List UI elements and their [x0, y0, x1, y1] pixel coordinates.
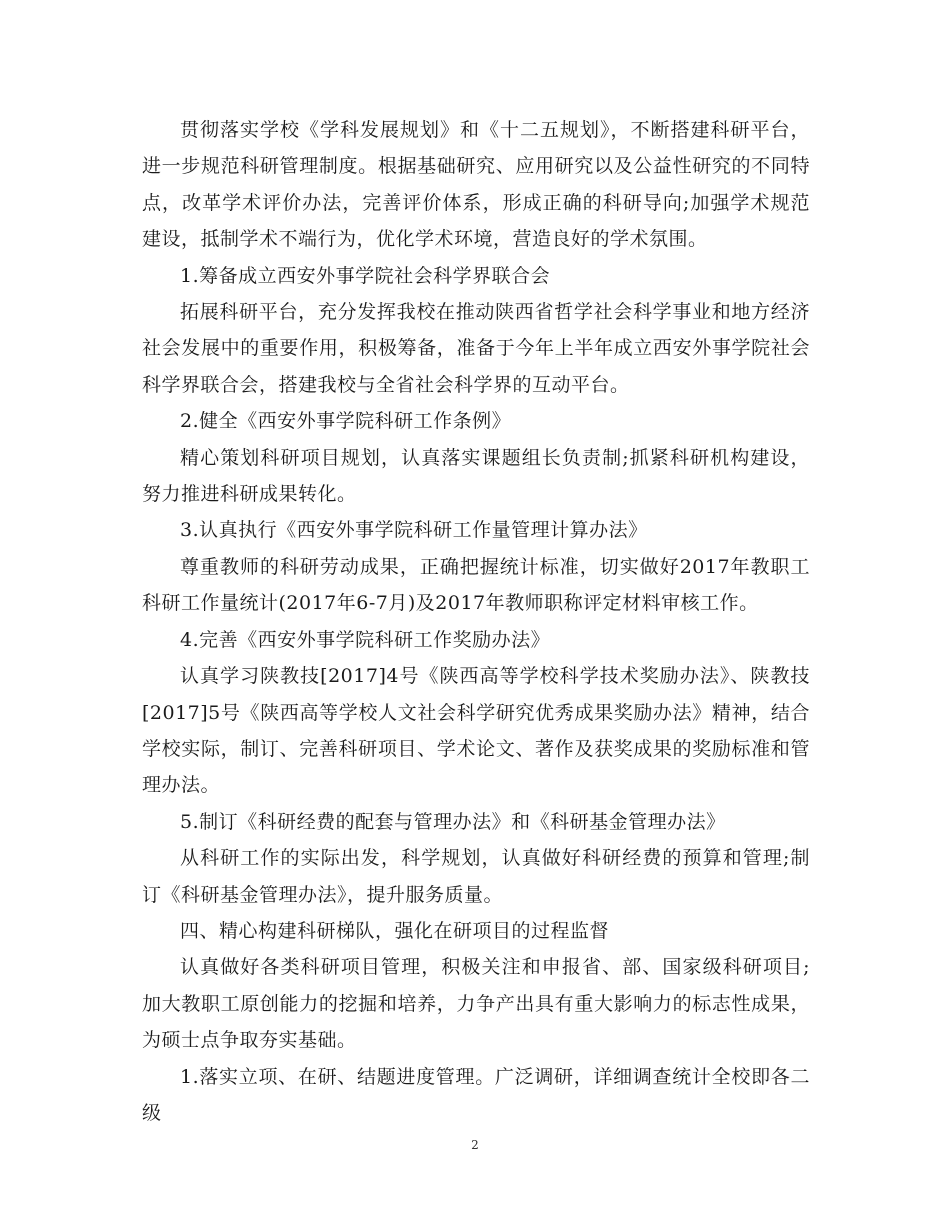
body-paragraph: 认真学习陕教技[2017]4号《陕西高等学校科学技术奖励办法》、陕教技[2017]5号《陕西高等学校人文社会科学研究优秀成果奖励办法》精神，结合学校实际，制订、完善科研项目、学术论文、著作及获奖成果的奖励标准和管理办法。: [142, 665, 810, 797]
body-paragraph: 贯彻落实学校《学科发展规划》和《十二五规划》，不断搭建科研平台，进一步规范科研管理制度。根据基础研究、应用研究以及公益性研究的不同特点，改革学术评价办法，完善评价体系，形成正确的科研导向;加强学术规范建设，抵制学术不端行为，优化学术环境，营造良好的学术氛围。: [142, 119, 810, 251]
document-body: [142, 112, 810, 1131]
section-heading: 2.健全《西安外事学院科研工作条例》: [180, 410, 512, 433]
chapter-heading: 四、精心构建科研梯队，强化在研项目的过程监督: [180, 919, 610, 942]
body-paragraph: 尊重教师的科研劳动成果，正确把握统计标准，切实做好2017年教职工科研工作量统计(2017年6-7月)及2017年教师职称评定材料审核工作。: [142, 555, 810, 615]
section-heading: 5.制订《科研经费的配套与管理办法》和《科研基金管理办法》: [180, 810, 726, 833]
section-heading: 4.完善《西安外事学院科研工作奖励办法》: [180, 628, 551, 651]
section-heading: 3.认真执行《西安外事学院科研工作量管理计算办法》: [180, 519, 648, 542]
page-number: 2: [471, 1138, 479, 1152]
body-paragraph: 精心策划科研项目规划，认真落实课题组长负责制;抓紧科研机构建设，努力推进科研成果转化。: [142, 446, 810, 506]
section-heading: 1.落实立项、在研、结题进度管理。广泛调研，详细调查统计全校即各二级: [142, 1065, 810, 1124]
body-paragraph: 拓展科研平台，充分发挥我校在推动陕西省哲学社会科学事业和地方经济社会发展中的重要作用，积极筹备，准备于今年上半年成立西安外事学院社会科学界联合会，搭建我校与全省社会科学界的互动平台。: [142, 301, 810, 396]
body-paragraph: 认真做好各类科研项目管理，积极关注和申报省、部、国家级科研项目;加大教职工原创能力的挖掘和培养，力争产出具有重大影响力的标志性成果，为硕士点争取夯实基础。: [142, 956, 810, 1052]
section-heading: 1.筹备成立西安外事学院社会科学界联合会: [180, 264, 551, 287]
body-paragraph: 从科研工作的实际出发，科学规划，认真做好科研经费的预算和管理;制订《科研基金管理办法》，提升服务质量。: [142, 847, 810, 906]
